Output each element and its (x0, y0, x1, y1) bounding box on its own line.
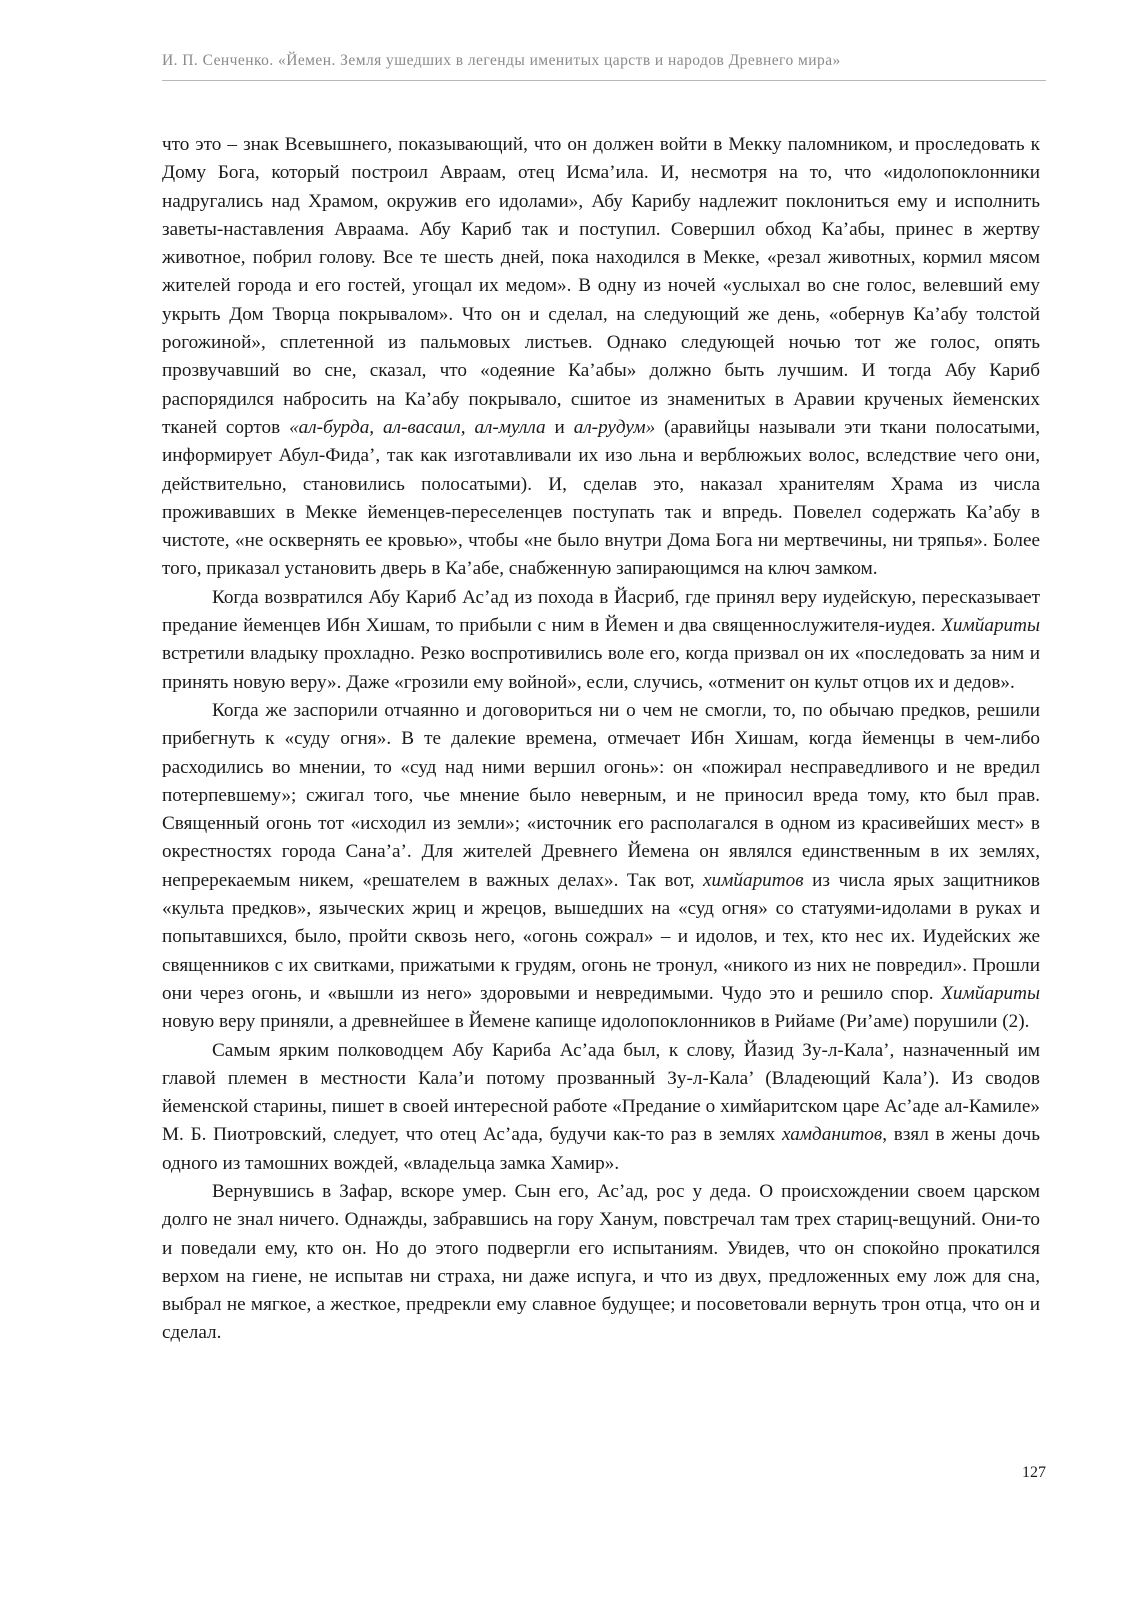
paragraph (162, 1037, 1040, 1178)
header-rule (162, 80, 1046, 81)
text-run: Вернувшись в Зафар, вскоре умер. Сын его, Ас’ад, рос у деда. О происхождении своем царском долго не знал ничего. Однажды, забравшись на гору Ханум, повстречал там трех стариц-вещуний. Они-то и поведали ему, кто он. Но до этого подвергли его испытаниям. Увидев, что он спокойно прокатился верхом на гиене, не испытав ни страха, ни даже испуга, и что из двух, предложенных ему лож для сна, выбрал не мягкое, а жесткое, предрекли ему славное будущее; и посоветовали вернуть трон отца, что он и сделал. (162, 1180, 1040, 1344)
paragraph (162, 1178, 1040, 1348)
text-run: новую веру приняли, а древнейшее в Йемене капище идолопоклонников в Рийаме (Ри’аме) порушили (2). (162, 1011, 1030, 1033)
text-run: (аравийцы называли эти ткани полосатыми, информирует Абул-Фида’, так как изготавливали их изо льна и верблюжьих волос, вследствие чего они, действительно, становились полосатыми). И, сделав это, наказал хранителям Храма из числа проживавших в Мекке йеменцев-переселенцев поступать так и впредь. Повелел содержать Ка’абу в чистоте, «не осквернять ее кровью», чтобы «не было внутри Дома Бога ни мертвечины, ни тряпья». Более того, приказал установить дверь в Ка’абе, снабженную запирающимся на ключ замком. (162, 416, 1041, 580)
text-run: что это – знак Всевышнего, показывающий, что он должен войти в Мекку паломником, и проследовать к Дому Бога, который построил Авраам, отец Исма’ила. И, несмотря на то, что «идолопоклонники надругались над Храмом, окружив его идолами», Абу Карибу надлежит поклониться ему и исполнить заветы-наставления Авраама. Абу Кариб так и поступил. Совершил обход Ка’абы, принес в жертву животное, побрил голову. Все те шесть дней, пока находился в Мекке, «резал животных, кормил мясом жителей города и его гостей, угощал их медом». В одну из ночей «услыхал во сне голос, велевший ему укрыть Дом Творца покрывалом». Что он и сделал, на следующий же день, «обернув Ка’абу толстой рогожиной», сплетенной из пальмовых листьев. Однако следующей ночью тот же голос, опять прозвучавший во сне, сказал, что «одеяние Ка’абы» должно быть лучшим. И тогда Абу Кариб распорядился набросить на Ка’абу покрывало, сшитое из знаменитых в Аравии крученых йеменских тканей сортов (162, 134, 1040, 438)
text-run: Самым ярким полководцем Абу Кариба Ас’ада был, к слову, Йазид Зу-л-Кала’, назначенный им главой племен в местности Кала’и потому прозванный Зу-л-Кала’ (Владеющий Кала’). Из сводов йеменской старины, пишет в своей интересной работе «Предание о химйаритском царе Ас’аде ал-Камиле» М. Б. Пиотровский, следует, что отец Ас’ада, будучи как-то раз в землях (162, 1039, 1040, 1146)
text-run: Когда возвратился Абу Кариб Ас’ад из похода в Йасриб, где принял веру иудейскую, пересказывает предание йеменцев Ибн Хишам, то прибыли с ним в Йемен и два священнослужителя-иудея. (162, 586, 1040, 637)
text-run: встретили владыку прохладно. Резко воспротивились воле его, когда призвал он их «последовать за ним и принять новую веру». Даже «грозили ему войной», если, случись, «отменит он культ отцов их и дедов». (162, 643, 1040, 693)
body-text (162, 131, 1040, 1348)
page-number: 127 (1022, 1464, 1046, 1481)
text-run: и (545, 416, 574, 438)
italic-term: химйаритов (703, 869, 804, 891)
paragraph (162, 584, 1040, 697)
italic-term: «ал-бурда, ал-васаил, ал-мулла (289, 416, 546, 438)
text-run: из числа ярых защитников «культа предков», языческих жриц и жрецов, вышедших на «суд огня» со статуями-идолами в руках и попытавшихся, было, пройти сквозь него, «огонь сожрал» – и идолов, и тех, кто нес их. Иудейских же священников с их свитками, прижатыми к грудям, огонь не тронул, «никого из них не повредил». Прошли они через огонь, и «вышли из него» здоровыми и невредимыми. Чудо это и решило спор. (162, 869, 1040, 1004)
text-run: Когда же заспорили отчаянно и договориться ни о чем не смогли, то, по обычаю предков, решили прибегнуть к «суду огня». В те далекие времена, отмечает Ибн Хишам, когда йеменцы в чем-либо расходились во мнении, то «суд над ними вершил огонь»: он «пожирал несправедливого и не вредил потерпевшему»; сжигал того, чье мнение было неверным, и не приносил вреда тому, кто был прав. Священный огонь тот «исходил из земли»; «источник его располагался в одном из красивейших мест» в окрестностях города Сана’а’. Для жителей Древнего Йемена он являлся единственным в их землях, непререкаемым никем, «решателем в важных делах». Так вот, (162, 699, 1040, 891)
italic-term: хамданитов (781, 1124, 883, 1146)
italic-term: Химйариты (941, 982, 1040, 1004)
paragraph (162, 131, 1040, 584)
text-run: , взял в жены дочь одного из тамошних вождей, «владельца замка Хамир». (162, 1124, 1040, 1174)
running-head: И. П. Сенченко. «Йемен. Земля ушедших в легенды именитых царств и народов Древнего мира» (162, 52, 841, 69)
italic-term: Химйариты (941, 615, 1040, 637)
paragraph (162, 697, 1040, 1037)
italic-term: ал-рудум» (573, 416, 656, 438)
